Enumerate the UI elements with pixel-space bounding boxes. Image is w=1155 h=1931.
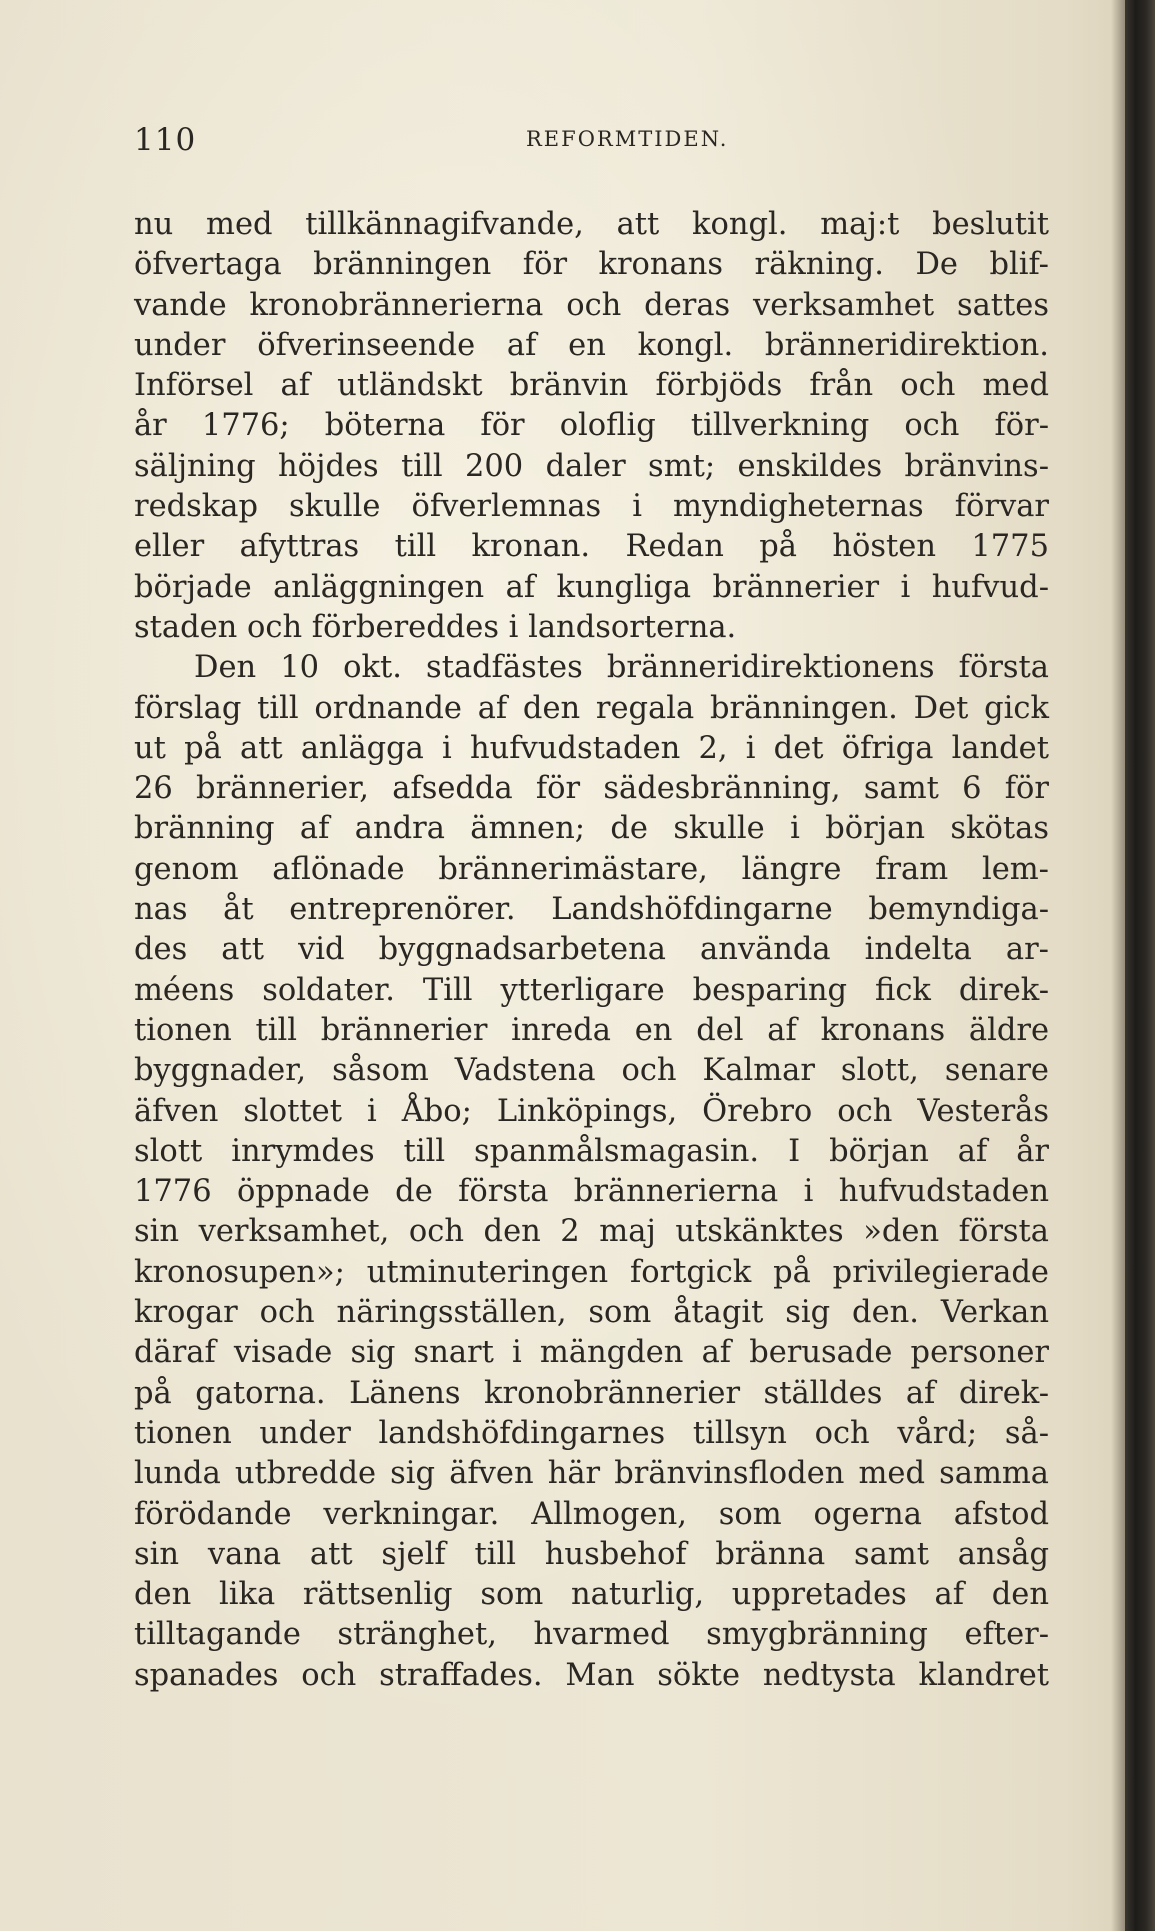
text-line: äfven slottet i Åbo; Linköpings, Örebro och Vesterås [134,1093,1049,1129]
text-line: säljning höjdes till 200 daler smt; enskildes bränvins- [134,448,1049,484]
text-line: började anläggningen af kungliga brännerier i hufvud- [134,569,1049,605]
running-head: REFORMTIDEN. [526,127,729,151]
text-line: 1776 öppnade de första brännerierna i hufvudstaden [134,1174,1049,1210]
text-line: genom aflönade brännerimästare, längre fram lem- [134,851,1049,887]
text-line: redskap skulle öfverlemnas i myndigheternas förvar [134,489,1049,525]
text-line: nas åt entreprenörer. Landshöfdingarne bemyndiga- [134,892,1049,928]
text-line: eller afyttras till kronan. Redan på hösten 1775 [134,529,1049,565]
text-line: tionen under landshöfdingarnes tillsyn och vård; så- [134,1415,1049,1451]
text-line: spanades och straffades. Man sökte nedtysta klandret [134,1657,1049,1693]
text-line: staden och förbereddes i landsorterna. [134,609,737,645]
page-number: 110 [134,122,197,158]
text-line: på gatorna. Länens kronobrännerier ställdes af direk- [134,1375,1049,1411]
text-line: des att vid byggnadsarbetena använda indelta ar- [134,932,1049,968]
text-line: förödande verkningar. Allmogen, som ogerna afstod [134,1496,1049,1532]
text-line: tionen till brännerier inreda en del af kronans äldre [134,1012,1049,1048]
text-line: vande kronobrännerierna och deras verksamhet sattes [134,287,1049,323]
text-line: öfvertaga bränningen för kronans räkning. De blif- [134,247,1049,283]
page-header [134,122,1054,158]
text-line: krogar och näringsställen, som åtagit sig den. Verkan [134,1295,1049,1331]
page-gutter-shadow [1111,0,1125,1931]
book-spine [1125,0,1155,1931]
text-line: slott inrymdes till spanmålsmagasin. I början af år [134,1133,1049,1169]
text-line: ut på att anlägga i hufvudstaden 2, i det öfriga landet [134,730,1049,766]
text-line: däraf visade sig snart i mängden af berusade personer [134,1335,1049,1371]
text-line: den lika rättsenlig som naturlig, uppretades af den [134,1577,1049,1613]
text-line: Den 10 okt. stadfästes bränneridirektionens första [194,650,1049,686]
text-line: byggnader, såsom Vadstena och Kalmar slott, senare [134,1053,1049,1089]
text-line: 26 brännerier, afsedda för sädesbränning, samt 6 för [134,771,1049,807]
text-line: kronosupen»; utminuteringen fortgick på privilegierade [134,1254,1049,1290]
text-line: lunda utbredde sig äfven här bränvinsfloden med samma [134,1456,1049,1492]
body-text [134,205,1049,1696]
text-line: Införsel af utländskt bränvin förbjöds från och med [134,368,1049,404]
text-line: méens soldater. Till ytterligare besparing fick direk- [134,972,1049,1008]
text-line: bränning af andra ämnen; de skulle i början skötas [134,811,1049,847]
text-line: förslag till ordnande af den regala bränningen. Det gick [134,690,1049,726]
text-line: nu med tillkännagifvande, att kongl. maj:t beslutit [134,207,1049,242]
text-line: tilltagande stränghet, hvarmed smygbränning efter- [134,1617,1049,1653]
text-line: år 1776; böterna för oloflig tillverkning och för- [134,408,1049,444]
text-line: under öfverinseende af en kongl. bränneridirektion. [134,327,1049,363]
text-line: sin vana att sjelf till husbehof bränna samt ansåg [134,1536,1049,1572]
text-line: sin verksamhet, och den 2 maj utskänktes »den första [134,1214,1049,1250]
